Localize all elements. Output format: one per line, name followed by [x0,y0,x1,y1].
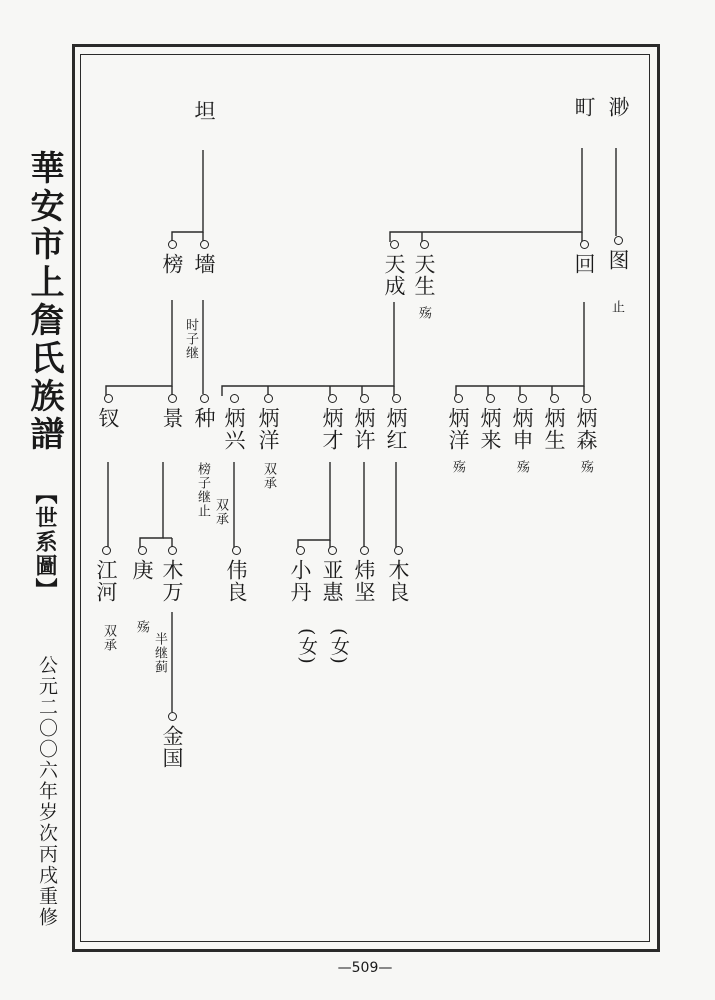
person-xiaodan: 小丹 [288,546,312,603]
person-bingsen: 炳森 [574,394,598,451]
marker-circle [360,546,369,555]
person-binghong: 炳红 [384,394,408,451]
line-bingcai [298,462,330,548]
person-jing: 景 [160,394,184,429]
marker-circle [230,394,239,403]
person-binglai: 炳来 [478,394,502,451]
marker-circle [360,394,369,403]
person-geng: 庚 [130,546,154,581]
marker-circle [580,240,589,249]
line-tiancheng [222,302,394,396]
line-cha [104,462,108,550]
line-ting [390,148,582,242]
marker-circle [264,394,273,403]
line-bang [106,300,172,396]
marker-circle [328,546,337,555]
person-miao: 渺 [606,96,630,118]
note-zhong-shuangcheng: 双承 [213,498,228,526]
person-tiancheng: 天成 [382,240,406,297]
note-tiansheng: 殇 [416,306,431,320]
person-weijian: 炜坚 [352,546,376,603]
person-bingsheng: 炳生 [542,394,566,451]
marker-circle [420,240,429,249]
person-jinguo: 金国 [160,712,184,769]
marker-circle [550,394,559,403]
marker-circle [518,394,527,403]
page-number: —509— [337,960,393,976]
note-shizi-ji: 时子继 [183,318,198,360]
note-bangzi-jizhi: 榜子继止 [195,462,210,518]
person-ting: 町 [572,96,596,118]
person-bingshen: 炳申 [510,394,534,451]
marker-circle [104,394,113,403]
person-hui: 回 [572,240,596,275]
marker-circle [328,394,337,403]
marker-circle [454,394,463,403]
note-yahui-female: (女) [328,628,350,665]
person-qiang: 墻 [192,240,216,275]
marker-circle [394,546,403,555]
marker-circle [168,546,177,555]
note-bingsen: 殇 [578,460,593,474]
person-bingcai: 炳才 [320,394,344,451]
marker-circle [168,712,177,721]
marker-circle [138,546,147,555]
person-jianghe: 江河 [94,546,118,603]
note-tu: 止 [609,300,624,314]
note-bingyang-2: 殇 [450,460,465,474]
marker-circle [392,394,401,403]
marker-circle [200,394,209,403]
person-bingyang-2: 炳洋 [446,394,470,451]
person-yahui: 亚惠 [320,546,344,603]
genealogy-title: 華安市上詹氏族譜 [24,150,64,454]
person-tan: 坦 [192,100,216,122]
person-bingyang-1: 炳洋 [256,394,280,451]
section-label: 【世系圖】 [32,482,58,602]
note-bingshen: 殇 [514,460,529,474]
marker-circle [614,236,623,245]
marker-circle [232,546,241,555]
marker-circle [168,240,177,249]
revision-year: 公元二〇〇六年岁次丙戌重修 [36,655,58,928]
person-muliang: 木良 [386,546,410,603]
note-geng: 殇 [134,620,149,634]
note-xiaodan-female: (女) [296,628,318,665]
marker-circle [168,394,177,403]
note-jianghe: 双承 [101,624,116,652]
marker-circle [486,394,495,403]
person-bingxing: 炳兴 [222,394,246,451]
line-hui [456,302,584,396]
person-cha: 钗 [96,394,120,429]
person-zhong: 种 [192,394,216,429]
person-bang: 榜 [160,240,184,275]
person-tu: 图 [606,236,630,271]
marker-circle [296,546,305,555]
person-bingxu: 炳许 [352,394,376,451]
marker-circle [390,240,399,249]
note-banjiqi: 半继蓟 [152,632,167,674]
person-weiliang: 伟良 [224,546,248,603]
person-tiansheng: 天生 [412,240,436,297]
line-tan [172,150,203,242]
line-jing [140,462,163,548]
note-bingyang-1: 双承 [261,462,276,490]
marker-circle [582,394,591,403]
marker-circle [102,546,111,555]
person-muwan: 木万 [160,546,184,603]
marker-circle [200,240,209,249]
